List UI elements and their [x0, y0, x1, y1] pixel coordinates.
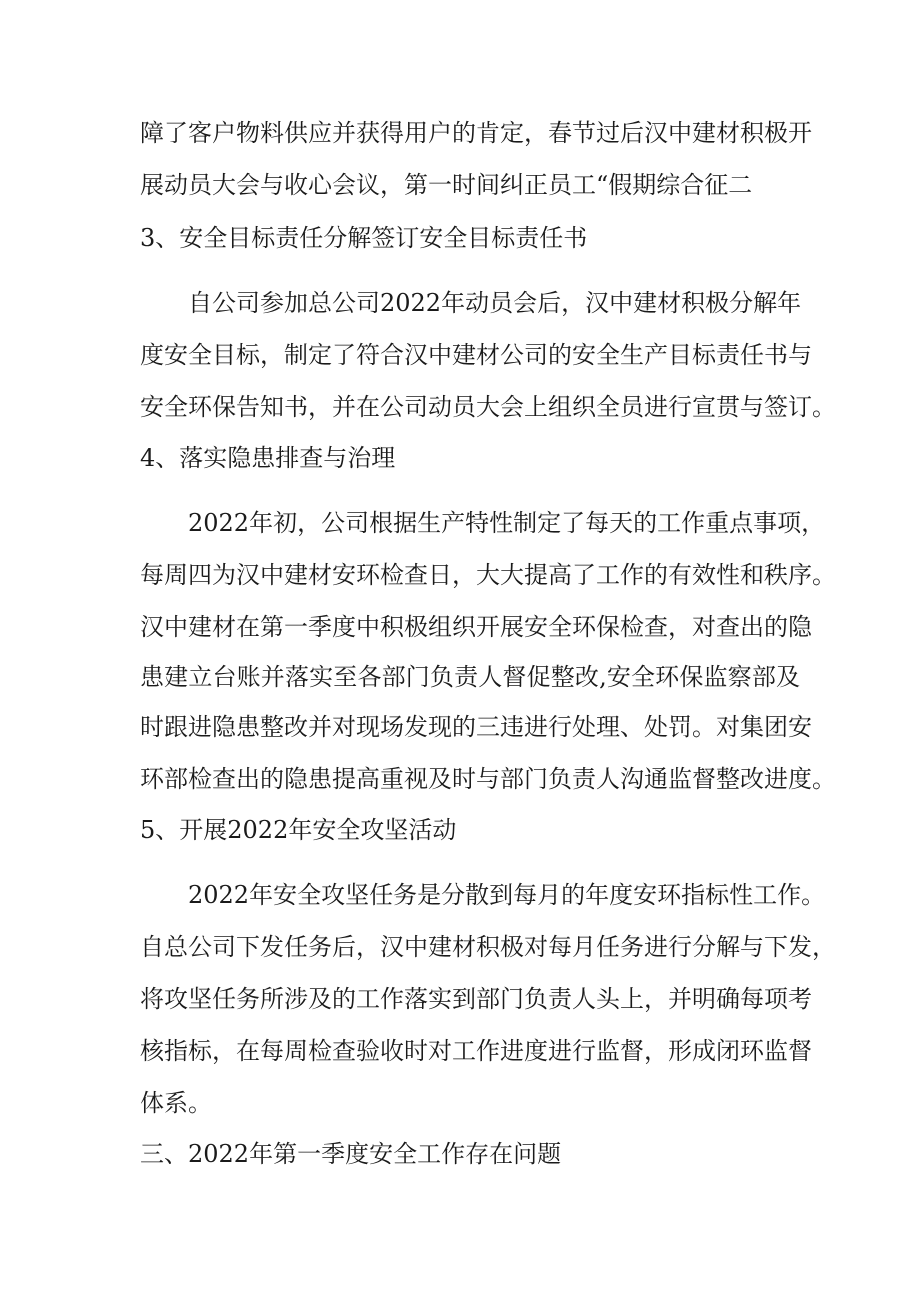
paragraph-line: 每周四为汉中建材安环检查日，大大提高了工作的有效性和秩序。: [140, 561, 836, 589]
paragraph-line: 展动员大会与收心会议，第一时间纠正员工“假期综合征二: [140, 171, 753, 199]
section-heading-4: 4、落实隐患排查与治理: [140, 444, 396, 472]
paragraph-line: 将攻坚任务所涉及的工作落实到部门负责人头上，并明确每项考: [140, 985, 812, 1013]
paragraph-line: 度安全目标，制定了符合汉中建材公司的安全生产目标责任书与: [140, 341, 812, 369]
section-heading-3: 3、安全目标责任分解签订安全目标责任书: [140, 224, 588, 252]
paragraph-line: 障了客户物料供应并获得用户的肯定，春节过后汉中建材积极开: [140, 119, 812, 147]
paragraph-line: 患建立台账并落实至各部门负责人督促整改,安全环保监察部及: [140, 663, 800, 691]
paragraph-line: 2022年安全攻坚任务是分散到每月的年度安环指标性工作。: [188, 881, 826, 909]
paragraph-line: 自公司参加总公司2022年动员会后，汉中建材积极分解年: [188, 289, 802, 317]
section-heading-5: 5、开展2022年安全攻坚活动: [140, 816, 457, 844]
paragraph-line: 环部检查出的隐患提高重视及时与部门负责人沟通监督整改进度。: [140, 765, 836, 793]
paragraph-line: 2022年初，公司根据生产特性制定了每天的工作重点事项，: [188, 509, 826, 537]
section-heading-three: 三、2022年第一季度安全工作存在问题: [140, 1140, 562, 1168]
paragraph-line: 安全环保告知书，并在公司动员大会上组织全员进行宣贯与签订。: [140, 393, 836, 421]
paragraph-line: 汉中建材在第一季度中积极组织开展安全环保检查，对查出的隐: [140, 613, 812, 641]
paragraph-line: 自总公司下发任务后，汉中建材积极对每月任务进行分解与下发，: [140, 933, 836, 961]
paragraph-line: 核指标，在每周检查验收时对工作进度进行监督，形成闭环监督: [140, 1037, 812, 1065]
paragraph-line: 时跟进隐患整改并对现场发现的三违进行处理、处罚。对集团安: [140, 713, 812, 741]
paragraph-line: 体系。: [140, 1089, 212, 1117]
